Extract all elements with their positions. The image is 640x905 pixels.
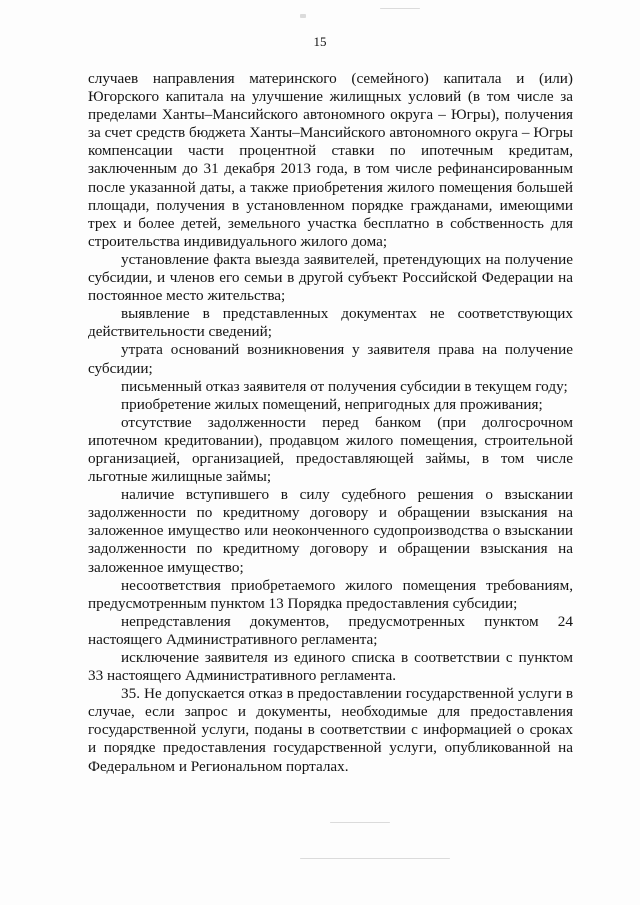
paragraph: наличие вступившего в силу судебного решения о взыскании задолженности по кредитному договору и обращении взыскания на заложенное имущество или неоконченного судопроизводства о взыскании задолженности по кредитному договору и обращении взыскания на заложенное имущество; [88,486,573,576]
scan-artifact [300,858,450,859]
paragraph: приобретение жилых помещений, непригодных для проживания; [121,395,543,413]
page-number: 15 [313,34,327,49]
scan-artifact [300,14,306,18]
body-text [88,70,573,776]
paragraph: непредставления документов, предусмотренных пунктом 24 настоящего Административного регламента; [88,612,573,648]
paragraph: несоответствия приобретаемого жилого помещения требованиям, предусмотренным пунктом 13 Порядка предоставления субсидии; [88,576,573,612]
scan-artifact [380,8,420,9]
paragraph: случаев направления материнского (семейного) капитала и (или) Югорского капитала на улучшение жилищных условий (в том числе за пределами Ханты–Мансийского автономного округа – Югры), получения за счет средств бюджета Ханты–Мансийского автономного округа – Югры компенсации части процентной ставки по ипотечным кредитам, заключенным до 31 декабря 2013 года, в том числе рефинансированным после указанной даты, а также приобретения жилого помещения большей площади, получения в установленном порядке гражданами, имеющими трех и более детей, земельного участка бесплатно в собственность для строительства индивидуального жилого дома; [88,70,573,250]
paragraph: отсутствие задолженности перед банком (при долгосрочном ипотечном кредитовании), продавцом жилого помещения, строительной организацией, организацией, предоставляющей займы, в том числе льготные жилищные займы; [88,413,573,486]
paragraph: письменный отказ заявителя от получения субсидии в текущем году; [121,377,568,395]
paragraph: утрата оснований возникновения у заявителя права на получение субсидии; [88,341,573,377]
paragraph: 35. Не допускается отказ в предоставлении государственной услуги в случае, если запрос и документы, необходимые для предоставления государственной услуги, поданы в соответствии с информацией о сроках и порядке предоставления государственной услуги, опубликованной на Федеральном и Региональном порталах. [88,685,573,775]
paragraph: исключение заявителя из единого списка в соответствии с пунктом 33 настоящего Административного регламента. [88,649,573,685]
paragraph: установление факта выезда заявителей, претендующих на получение субсидии, и членов его семьи в другой субъект Российской Федерации на постоянное место жительства; [88,250,573,305]
paragraph: выявление в представленных документах не соответствующих действительности сведений; [88,305,573,341]
scan-artifact [330,822,390,823]
